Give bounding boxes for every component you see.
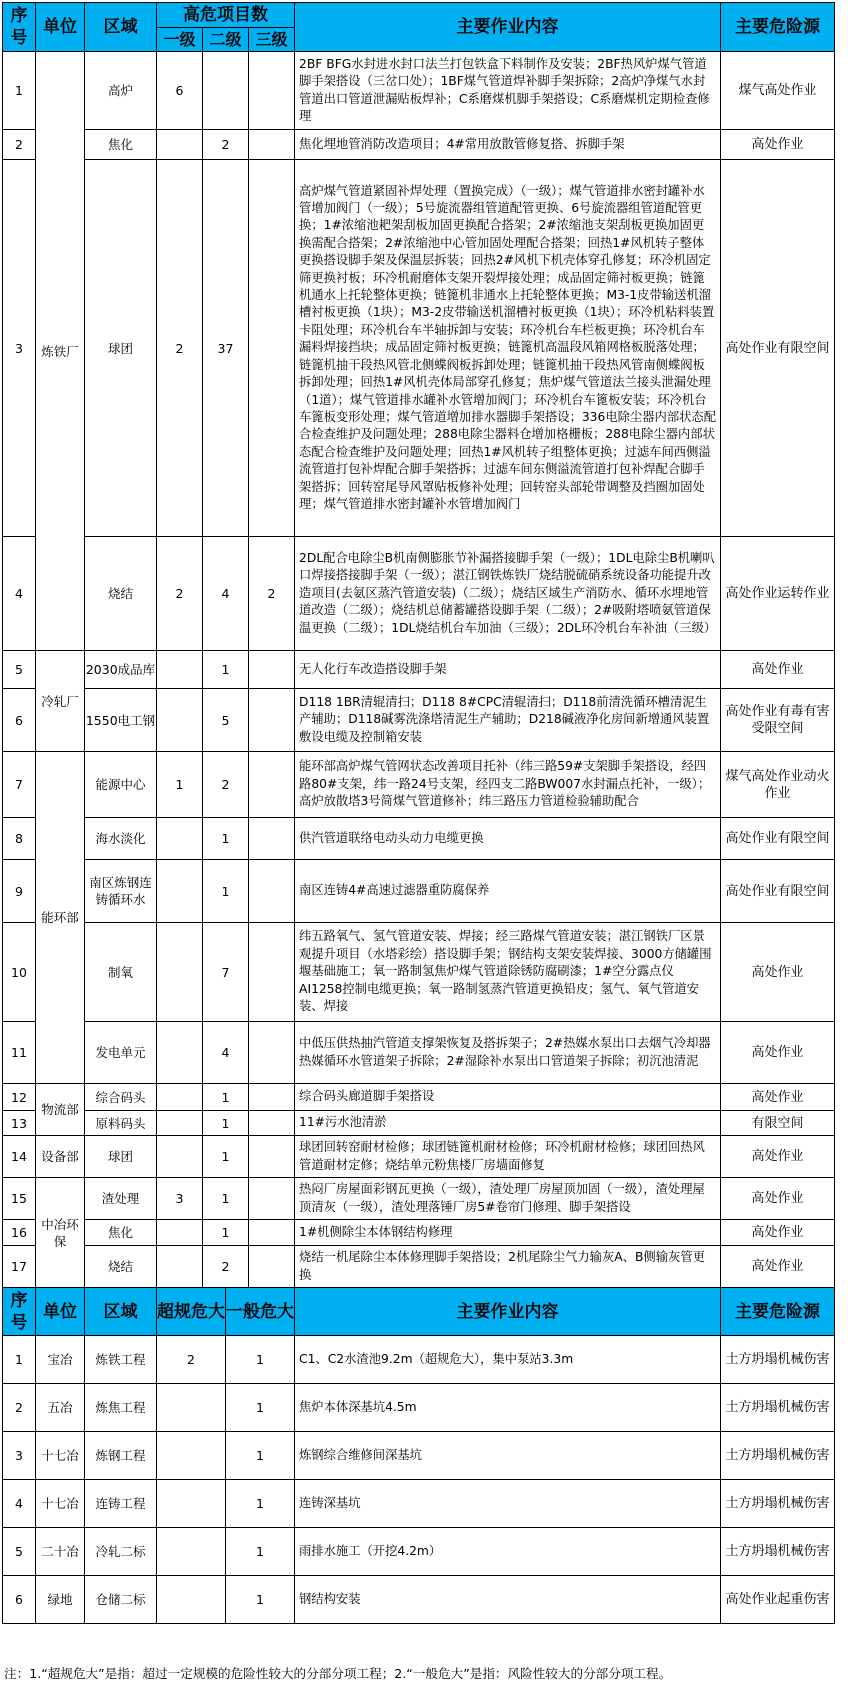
- row-level2: [203, 52, 249, 130]
- row-area: 2030成品库: [85, 651, 157, 689]
- row-general-hazard: 1: [226, 1528, 295, 1576]
- row-level3: [249, 160, 295, 537]
- unit-cell: 冷轧厂: [36, 651, 85, 752]
- row-level1: [157, 130, 203, 160]
- unit-cell: 能环部: [36, 752, 85, 1084]
- row-super-hazard: [157, 1576, 226, 1624]
- row-seq: 13: [3, 1111, 36, 1136]
- row-seq: 2: [3, 130, 36, 160]
- row-level2: 37: [203, 160, 249, 537]
- row-level3: [249, 923, 295, 1022]
- row-seq: 12: [3, 1084, 36, 1111]
- row-area: 炼钢工程: [85, 1432, 157, 1480]
- row-level2: 1: [203, 1111, 249, 1136]
- row-area: 海水淡化: [85, 818, 157, 860]
- header-level1: 一级: [157, 28, 203, 52]
- row-level1: [157, 1111, 203, 1136]
- row-unit: 绿地: [36, 1576, 85, 1624]
- row-level1: [157, 651, 203, 689]
- row-seq: 1: [3, 1336, 36, 1384]
- row-content: 供汽管道联络电动头动力电缆更换: [295, 818, 721, 860]
- row-content: 连铸深基坑: [295, 1480, 721, 1528]
- row-risk: 土方坍塌机械伤害: [721, 1336, 835, 1384]
- row-seq: 5: [3, 651, 36, 689]
- header-risk: 主要危险源: [721, 3, 835, 52]
- row-area: 制氧: [85, 923, 157, 1022]
- hazard-report: [2, 2, 834, 1624]
- row-level2: 1: [203, 1084, 249, 1111]
- row-content: 南区连铸4#高速过滤器重防腐保养: [295, 860, 721, 923]
- row-risk: 煤气高处作业: [721, 52, 835, 130]
- unit-cell: 物流部: [36, 1084, 85, 1136]
- row-risk: 高处作业运转作业: [721, 537, 835, 651]
- row-level1: 3: [157, 1178, 203, 1220]
- row-risk: 高处作业: [721, 651, 835, 689]
- row-risk: 高处作业: [721, 923, 835, 1022]
- row-risk: 土方坍塌机械伤害: [721, 1528, 835, 1576]
- row-seq: 14: [3, 1136, 36, 1178]
- header-content: 主要作业内容: [295, 3, 721, 52]
- row-unit: 五冶: [36, 1384, 85, 1432]
- row-seq: 2: [3, 1384, 36, 1432]
- row-risk: 有限空间: [721, 1111, 835, 1136]
- row-area: 烧结: [85, 1246, 157, 1288]
- row-risk: 高处作业: [721, 130, 835, 160]
- row-area: 南区炼钢连铸循环水: [85, 860, 157, 923]
- unit-cell: 炼铁厂: [36, 52, 85, 651]
- row-level3: [249, 1111, 295, 1136]
- row-content: 无人化行车改造搭设脚手架: [295, 651, 721, 689]
- row-level2: 5: [203, 689, 249, 752]
- row-level2: 7: [203, 923, 249, 1022]
- row-level3: [249, 651, 295, 689]
- row-level2: 2: [203, 752, 249, 818]
- header-seq: 序号: [3, 3, 36, 52]
- row-content: 纬五路氧气、氢气管道安装、焊接；经三路煤气管道安装；湛江钢铁厂区景观提升项目（水塔彩绘）搭设脚手架；钢结构支架安装焊接、3000方储罐围堰基础施工；氧一路制氢焦炉煤气管道除锈防腐刷漆；1#空分露点仪AI1258控制电缆更换；氧一路制氢蒸汽管道更换铅皮；氢气、氧气管道安装、焊接: [295, 923, 721, 1022]
- row-risk: 高处作业有限空间: [721, 860, 835, 923]
- major-hazard-engineering-table: [2, 1287, 835, 1624]
- header-level2: 二级: [203, 28, 249, 52]
- row-area: 1550电工钢: [85, 689, 157, 752]
- row-level2: 4: [203, 537, 249, 651]
- row-super-hazard: [157, 1480, 226, 1528]
- row-unit: 宝冶: [36, 1336, 85, 1384]
- row-level3: [249, 1084, 295, 1111]
- row-level1: 1: [157, 752, 203, 818]
- row-content: 2BF BFG水封进水封口法兰打包铁盒下料制作及安装；2BF热风炉煤气管道脚手架搭设（三岔口处）；1BF煤气管道焊补脚手架拆除；2高炉净煤气水封管道出口管道泄漏贴板焊补；C系磨煤机脚手架搭设；C系磨煤机定期检查修理: [295, 52, 721, 130]
- row-super-hazard: 2: [157, 1336, 226, 1384]
- row-seq: 4: [3, 537, 36, 651]
- header-hazard-count: 高危项目数: [157, 3, 295, 28]
- row-risk: 土方坍塌机械伤害: [721, 1384, 835, 1432]
- row-content: 综合码头廊道脚手架搭设: [295, 1084, 721, 1111]
- row-area: 渣处理: [85, 1178, 157, 1220]
- row-level1: 2: [157, 160, 203, 537]
- row-content: 雨排水施工（开挖4.2m）: [295, 1528, 721, 1576]
- row-level1: [157, 689, 203, 752]
- row-content: 球团回转窑耐材检修；球团链篦机耐材检修；环冷机耐材检修；球团回热风管道耐材定修；烧结单元粉焦楼厂房墙面修复: [295, 1136, 721, 1178]
- row-level2: 1: [203, 1136, 249, 1178]
- header-super-hazard: 超规危大: [157, 1288, 226, 1336]
- row-level3: [249, 752, 295, 818]
- row-unit: 十七冶: [36, 1432, 85, 1480]
- row-risk: 高处作业: [721, 1022, 835, 1084]
- row-seq: 10: [3, 923, 36, 1022]
- row-area: 综合码头: [85, 1084, 157, 1111]
- row-area: 焦化: [85, 1220, 157, 1246]
- row-general-hazard: 1: [226, 1384, 295, 1432]
- row-level3: [249, 52, 295, 130]
- row-content: 能环部高炉煤气管网状态改善项目托补（纬三路59#支架脚手架搭设，经四路80#支架，纬一路24号支架，经四支二路BW007水封漏点托补，一级）；高炉放散塔3号简煤气管道修补；纬三路压力管道检验辅助配合: [295, 752, 721, 818]
- row-content: D118 1BR清辊清扫；D118 8#CPC清辊清扫；D118前清洗循环槽清泥生产辅助；D118碱雾洗涤塔清泥生产辅助；D218碱液净化房间新增通风装置敷设电缆及控制箱安装: [295, 689, 721, 752]
- row-risk: 煤气高处作业动火作业: [721, 752, 835, 818]
- row-content: 焦炉本体深基坑4.5m: [295, 1384, 721, 1432]
- row-super-hazard: [157, 1528, 226, 1576]
- row-seq: 7: [3, 752, 36, 818]
- row-level1: [157, 818, 203, 860]
- header-risk: 主要危险源: [721, 1288, 835, 1336]
- row-content: 热闷厂房屋面彩钢瓦更换（一级），渣处理厂房屋顶加固（一级），渣处理屋顶清灰（一级），渣处理落锤厂房5#卷帘门修理、脚手架搭设: [295, 1178, 721, 1220]
- row-general-hazard: 1: [226, 1432, 295, 1480]
- row-level3: [249, 130, 295, 160]
- row-content: 高炉煤气管道紧固补焊处理（置换完成）（一级）；煤气管道排水密封罐补水管增加阀门（一级）；5号旋流器组管道配管更换、6号旋流器组管道配管更换；1#浓缩池耙架刮板加固更换配合搭架；2#浓缩池支架刮板更换加固更换需配合搭架；2#浓缩池中心管加固处理配合搭架；回热1#风机转子整体更换搭设脚手架及保温层拆装；回热2#风机下机壳体穿孔修复；环冷机固定筛更换衬板；环冷机耐磨体支架开裂焊接处理；成品固定筛衬板更换；链篦机通水上托轮整体更换；链篦机非通水上托轮整体更换；M3-1皮带输送机溜槽衬板更换（1块）；M3-2皮带输送机溜槽衬板更换（1块）；环冷机粘料装置卡阻处理；环冷机台车半轴拆卸与安装；环冷机台车栏板更换；环冷机台车漏料焊接挡块；成品固定筛衬板更换；链篦机高温段风箱网格板脱落处理；链篦机抽干段热风管北侧蝶阀板拆卸处理；链篦机抽干段热风管南侧蝶阀板拆卸处理；回热1#风机壳体局部穿孔修复；焦炉煤气管道法兰接头泄漏处理（1道）；煤气管道排水罐补水管增加阀门；环冷机台车篦板安装；环冷机台车篦板变形处理；煤气管道增加排水器脚手架搭设；336电除尘器内部状态配合检查维护及问题处理；288电除尘器料仓增加格栅板；288电除尘器内部状态配合检查维护及问题处理；回热1#风机转子组整体更换；过滤车间西侧溢流管道打包补焊配合脚手架搭拆；过滤车间东侧溢流管道打包补焊配合脚手架搭拆；回转窑尾导风罩贴板修补处理；回转窑头部轮带调整及挡圈加固处理；煤气管道排水密封罐补水管增加阀门: [295, 160, 721, 537]
- row-area: 烧结: [85, 537, 157, 651]
- row-area: 发电单元: [85, 1022, 157, 1084]
- row-area: 炼焦工程: [85, 1384, 157, 1432]
- row-risk: 高处作业有毒有害受限空间: [721, 689, 835, 752]
- row-level3: [249, 1022, 295, 1084]
- row-seq: 6: [3, 1576, 36, 1624]
- row-unit: 二十冶: [36, 1528, 85, 1576]
- row-level2: 1: [203, 651, 249, 689]
- row-area: 仓储二标: [85, 1576, 157, 1624]
- row-super-hazard: [157, 1384, 226, 1432]
- row-seq: 4: [3, 1480, 36, 1528]
- header-general-hazard: 一般危大: [226, 1288, 295, 1336]
- row-area: 焦化: [85, 130, 157, 160]
- unit-cell: 设备部: [36, 1136, 85, 1178]
- row-risk: 高处作业: [721, 1246, 835, 1288]
- row-general-hazard: 1: [226, 1336, 295, 1384]
- row-seq: 8: [3, 818, 36, 860]
- row-level1: [157, 1220, 203, 1246]
- row-risk: 高处作业有限空间: [721, 160, 835, 537]
- row-general-hazard: 1: [226, 1576, 295, 1624]
- row-area: 高炉: [85, 52, 157, 130]
- row-level1: 2: [157, 537, 203, 651]
- row-seq: 16: [3, 1220, 36, 1246]
- header-content: 主要作业内容: [295, 1288, 721, 1336]
- row-content: 1#机侧除尘本体钢结构修理: [295, 1220, 721, 1246]
- row-risk: 高处作业: [721, 1136, 835, 1178]
- row-level3: [249, 1220, 295, 1246]
- row-level2: 1: [203, 818, 249, 860]
- row-area: 炼铁工程: [85, 1336, 157, 1384]
- row-seq: 11: [3, 1022, 36, 1084]
- row-level1: [157, 1246, 203, 1288]
- row-level2: 1: [203, 1178, 249, 1220]
- row-content: 中低压供热抽汽管道支撑架恢复及搭拆架子；2#热媒水泵出口去烟气冷却器热媒循环水管道架子拆除；2#湿除补水泵出口管道架子拆除；初沉池清泥: [295, 1022, 721, 1084]
- row-seq: 17: [3, 1246, 36, 1288]
- row-risk: 高处作业起重伤害: [721, 1576, 835, 1624]
- row-risk: 土方坍塌机械伤害: [721, 1432, 835, 1480]
- row-seq: 1: [3, 52, 36, 130]
- row-seq: 6: [3, 689, 36, 752]
- row-area: 冷轧二标: [85, 1528, 157, 1576]
- row-level1: 6: [157, 52, 203, 130]
- row-seq: 9: [3, 860, 36, 923]
- row-level2: 1: [203, 1220, 249, 1246]
- row-area: 球团: [85, 160, 157, 537]
- footnote: 注：1.“超规危大”是指：超过一定规模的危险性较大的分部分项工程；2.“一般危大”是指：风险性较大的分部分项工程。: [4, 1666, 672, 1681]
- row-seq: 3: [3, 1432, 36, 1480]
- row-content: C1、C2水渣池9.2m（超规危大），集中泵站3.3m: [295, 1336, 721, 1384]
- row-super-hazard: [157, 1432, 226, 1480]
- row-level3: 2: [249, 537, 295, 651]
- row-general-hazard: 1: [226, 1480, 295, 1528]
- row-level3: [249, 1136, 295, 1178]
- row-content: 炼钢综合维修间深基坑: [295, 1432, 721, 1480]
- row-level1: [157, 923, 203, 1022]
- row-area: 连铸工程: [85, 1480, 157, 1528]
- unit-cell: 中冶环保: [36, 1178, 85, 1288]
- row-risk: 土方坍塌机械伤害: [721, 1480, 835, 1528]
- row-content: 烧结一机尾除尘本体修理脚手架搭设；2机尾除尘气力输灰A、B侧输灰管更换: [295, 1246, 721, 1288]
- row-level2: 4: [203, 1022, 249, 1084]
- header-area: 区域: [85, 3, 157, 52]
- row-level3: [249, 1178, 295, 1220]
- header-unit: 单位: [36, 1288, 85, 1336]
- row-area: 原料码头: [85, 1111, 157, 1136]
- row-risk: 高处作业: [721, 1178, 835, 1220]
- row-risk: 高处作业: [721, 1220, 835, 1246]
- row-level1: [157, 860, 203, 923]
- row-content: 钢结构安装: [295, 1576, 721, 1624]
- row-level2: 1: [203, 860, 249, 923]
- row-level3: [249, 860, 295, 923]
- row-area: 球团: [85, 1136, 157, 1178]
- row-level3: [249, 689, 295, 752]
- row-content: 焦化埋地管消防改造项目；4#常用放散管修复搭、拆脚手架: [295, 130, 721, 160]
- row-seq: 3: [3, 160, 36, 537]
- row-level1: [157, 1022, 203, 1084]
- row-level2: 2: [203, 1246, 249, 1288]
- row-risk: 高处作业有限空间: [721, 818, 835, 860]
- row-level1: [157, 1136, 203, 1178]
- row-level1: [157, 1084, 203, 1111]
- row-level3: [249, 818, 295, 860]
- header-unit: 单位: [36, 3, 85, 52]
- row-unit: 十七冶: [36, 1480, 85, 1528]
- high-risk-projects-table: [2, 2, 835, 1288]
- row-content: 2DL配合电除尘B机南侧膨胀节补漏搭接脚手架（一级）；1DL电除尘B机喇叭口焊接搭接脚手架（一级）；湛江钢铁炼铁厂烧结脱硫硝系统设备功能提升改造项目(去氨区蒸汽管道安装)（二级）；烧结区域生产消防水、循环水埋地管道改造（二级）；烧结机总储蓄罐搭设脚手架（二级）；2#吸附塔喷氨管道保温更换（二级）；1DL烧结机台车加油（三级）；2DL环冷机台车补油（三级）: [295, 537, 721, 651]
- header-area: 区域: [85, 1288, 157, 1336]
- row-level2: 2: [203, 130, 249, 160]
- header-seq: 序号: [3, 1288, 36, 1336]
- row-area: 能源中心: [85, 752, 157, 818]
- row-seq: 15: [3, 1178, 36, 1220]
- header-level3: 三级: [249, 28, 295, 52]
- row-level3: [249, 1246, 295, 1288]
- row-risk: 高处作业: [721, 1084, 835, 1111]
- row-seq: 5: [3, 1528, 36, 1576]
- row-content: 11#污水池清淤: [295, 1111, 721, 1136]
